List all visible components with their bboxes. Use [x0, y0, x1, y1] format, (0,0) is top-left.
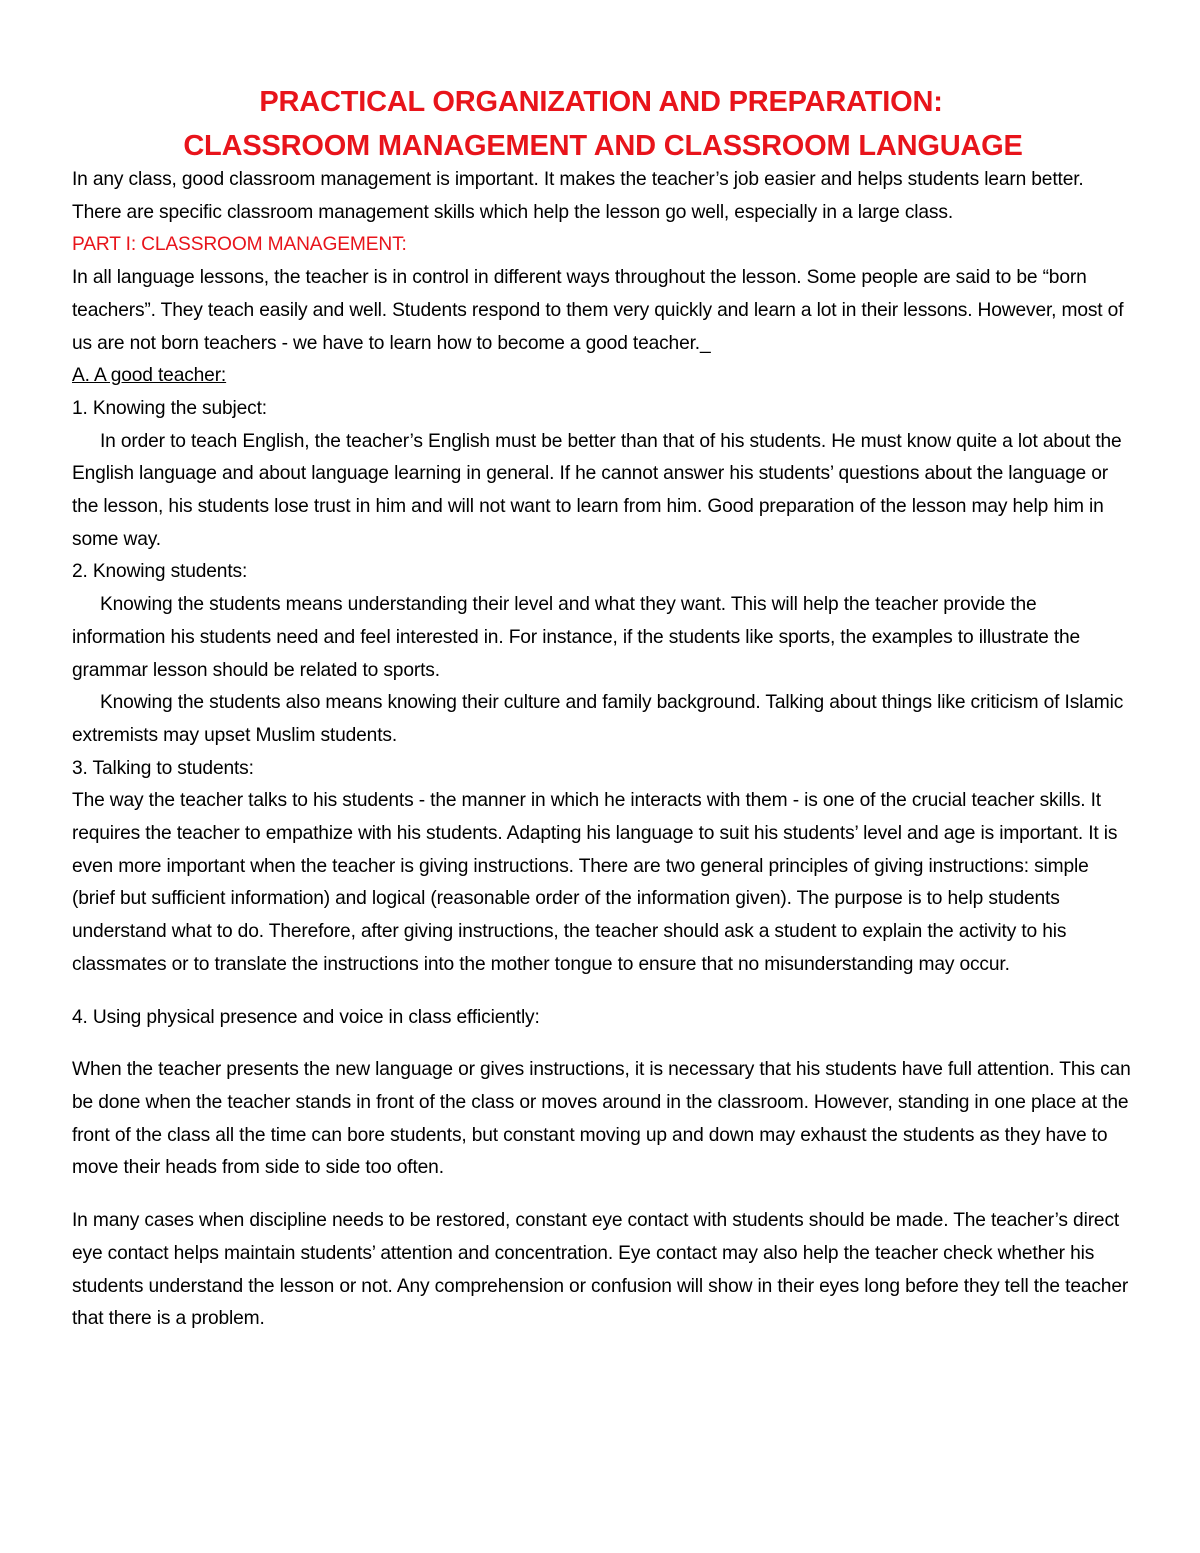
item2-paragraph-a: Knowing the students means understanding their level and what they want. This will help the teacher provide the information his students need and feel interested in. For instance, if the students like sports, the examples to illustrate the grammar lesson should be related to sports. [72, 594, 1081, 681]
part1-paragraph: In all language lessons, the teacher is in control in different ways throughout the lesson. Some people are said to be “born teachers”. They teach easily and well. Students respond to them very quickly and learn a lot in their lessons. However, most of us are not born teachers - we have to learn how to become a good teacher._ [72, 267, 1124, 354]
document-title-line2: CLASSROOM MANAGEMENT AND CLASSROOM LANGUAGE [183, 130, 1023, 162]
item2-heading: 2. Knowing students: [72, 561, 248, 583]
item2-paragraph-b: Knowing the students also means knowing their culture and family background. Talking about things like criticism of Islamic extremists may upset Muslim students. [72, 692, 1124, 746]
section-a-heading: A. A good teacher: [72, 365, 227, 387]
document-title-line1: PRACTICAL ORGANIZATION AND PREPARATION: [259, 86, 943, 118]
intro-paragraph: In any class, good classroom management is important. It makes the teacher’s job easier and helps students learn better. There are specific classroom management skills which help the lesson go well, especially in a large class. [72, 169, 1084, 223]
item4-paragraph-b: In many cases when discipline needs to be restored, constant eye contact with students should be made. The teacher’s direct eye contact helps maintain students’ attention and concentration. Eye contact may also help the teacher check whether his students understand the lesson or not. Any comprehension or confusion will show in their eyes long before they tell the teacher that there is a problem. [72, 1210, 1129, 1330]
item1-heading: 1. Knowing the subject: [72, 397, 267, 419]
document-content [72, 80, 1134, 1336]
item3-paragraph: The way the teacher talks to his students - the manner in which he interacts with them - is one of the crucial teacher skills. It requires the teacher to empathize with his students. Adapting his language to suit his students’ level and age is important. It is even more important when the teacher is giving instructions. There are two general principles of giving instructions: simple (brief but sufficient information) and logical (reasonable order of the information given). The purpose is to help students understand what to do. Therefore, after giving instructions, the teacher should ask a student to explain the activity to his classmates or to translate the instructions into the mother tongue to ensure that no misunderstanding may occur. [72, 790, 1118, 975]
item4-heading: 4. Using physical presence and voice in class efficiently: [72, 1006, 540, 1028]
part1-heading: PART I: CLASSROOM MANAGEMENT: [72, 234, 407, 256]
item3-heading: 3. Talking to students: [72, 757, 254, 779]
item4-paragraph-a: When the teacher presents the new language or gives instructions, it is necessary that his students have full attention. This can be done when the teacher stands in front of the class or moves around in the classroom. However, standing in one place at the front of the class all the time can bore students, but constant moving up and down may exhaust the students as they have to move their heads from side to side too often. [72, 1059, 1131, 1179]
item1-paragraph: In order to teach English, the teacher’s English must be better than that of his students. He must know quite a lot about the English language and about language learning in general. If he cannot answer his students’ questions about the language or the lesson, his students lose trust in him and will not want to learn from him. Good preparation of the lesson may help him in some way. [72, 430, 1122, 550]
